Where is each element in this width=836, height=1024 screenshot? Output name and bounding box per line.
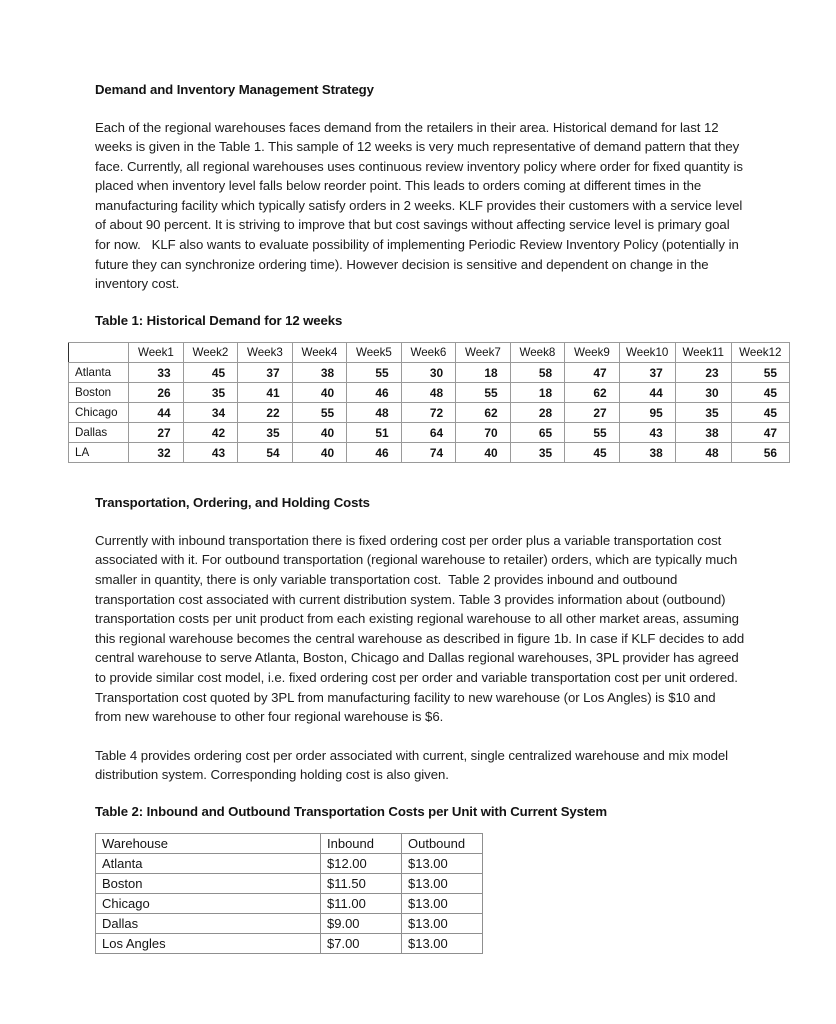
table2-warehouse-cell: Chicago (96, 894, 321, 914)
table2-warehouse-cell: Boston (96, 874, 321, 894)
table1-row-label: Dallas (69, 423, 129, 443)
spacer (95, 512, 790, 531)
table1-demand-cell: 45 (183, 363, 238, 383)
paragraph-ordering-holding-costs: Table 4 provides ordering cost per order associated with current, single centralized warehouse and mix model distribution system. Corresponding holding cost is also given. (95, 747, 732, 783)
table1-col-header: Week1 (129, 343, 184, 363)
table1-row-label: Atlanta (69, 363, 129, 383)
table1-demand-cell: 54 (238, 443, 293, 463)
table-row (69, 363, 790, 383)
table2-outbound-cell: $13.00 (402, 894, 483, 914)
table1-demand-cell: 56 (731, 443, 789, 463)
table1-demand-cell: 46 (347, 383, 402, 403)
table1-col-header: Week9 (565, 343, 620, 363)
table2-outbound-cell: $13.00 (402, 914, 483, 934)
table-row (69, 443, 790, 463)
table1-col-header: Week3 (238, 343, 293, 363)
table1-demand-cell: 48 (347, 403, 402, 423)
table1-demand-cell: 70 (456, 423, 511, 443)
table1-demand-cell: 95 (619, 403, 675, 423)
table1-demand-cell: 41 (238, 383, 293, 403)
table1-caption: Table 1: Historical Demand for 12 weeks (95, 312, 343, 328)
transportation-cost-table (95, 833, 483, 954)
table2-outbound-cell: $13.00 (402, 874, 483, 894)
paragraph-demand-overview: Each of the regional warehouses faces demand from the retailers in their area. Historical demand for last 12 weeks is given in the Table 1. This sample of 12 weeks is very much representative of demand pattern that they face. Currently, all regional warehouses uses continuous review inventory policy where order for fixed quantity is placed when inventory level falls below reorder point. This leads to orders coming at different times in the manufacturing facility which typically satisfy orders in 2 weeks. KLF provides their customers with a service level of about 90 percent. It is striving to improve that but cost savings without affecting service level is primary goal for now. KLF also wants to evaluate possibility of implementing Periodic Review Inventory Policy (potentially in future they can synchronize ordering time). However decision is sensitive and dependent on change in the inventory cost. (95, 119, 747, 292)
table1-demand-cell: 37 (619, 363, 675, 383)
table1-demand-cell: 32 (129, 443, 184, 463)
section-heading-demand: Demand and Inventory Management Strategy (95, 82, 374, 97)
table-row (96, 934, 483, 954)
table-row (69, 423, 790, 443)
table1-demand-cell: 55 (456, 383, 511, 403)
table1-demand-cell: 47 (731, 423, 789, 443)
table-row (96, 874, 483, 894)
table1-col-header: Week6 (401, 343, 456, 363)
table1-col-header: Week7 (456, 343, 511, 363)
table1-demand-cell: 23 (675, 363, 731, 383)
table1-demand-cell: 44 (129, 403, 184, 423)
table1-demand-cell: 55 (565, 423, 620, 443)
table2-inbound-cell: $11.00 (321, 894, 402, 914)
table1-row-label: Boston (69, 383, 129, 403)
table1-demand-cell: 62 (565, 383, 620, 403)
table1-demand-cell: 38 (675, 423, 731, 443)
table1-demand-cell: 58 (510, 363, 565, 383)
table1-demand-cell: 65 (510, 423, 565, 443)
table2-col-header: Outbound (402, 834, 483, 854)
table1-demand-cell: 22 (238, 403, 293, 423)
table1-demand-cell: 30 (401, 363, 456, 383)
table1-demand-cell: 30 (675, 383, 731, 403)
table1-demand-cell: 42 (183, 423, 238, 443)
table1-header-row (69, 343, 790, 363)
table2-header-row (96, 834, 483, 854)
table1-demand-cell: 18 (510, 383, 565, 403)
table1-demand-cell: 37 (238, 363, 293, 383)
table2-warehouse-cell: Dallas (96, 914, 321, 934)
table2-caption: Table 2: Inbound and Outbound Transportation Costs per Unit with Current System (95, 803, 608, 819)
table1-demand-cell: 27 (565, 403, 620, 423)
spacer (95, 820, 790, 833)
table1-header (69, 343, 790, 363)
table1-col-header: Week11 (675, 343, 731, 363)
table1-demand-cell: 38 (619, 443, 675, 463)
table1-demand-cell: 40 (292, 443, 347, 463)
table1-demand-cell: 55 (292, 403, 347, 423)
table1-demand-cell: 47 (565, 363, 620, 383)
table-row (96, 854, 483, 874)
historical-demand-table (68, 342, 790, 463)
table1-col-header: Week2 (183, 343, 238, 363)
table1-demand-cell: 18 (456, 363, 511, 383)
table1-demand-cell: 40 (292, 423, 347, 443)
table1-demand-cell: 74 (401, 443, 456, 463)
table1-demand-cell: 34 (183, 403, 238, 423)
table1-demand-cell: 46 (347, 443, 402, 463)
table1-corner-cell (69, 343, 129, 363)
table1-demand-cell: 45 (565, 443, 620, 463)
table1-demand-cell: 43 (183, 443, 238, 463)
table-row (69, 403, 790, 423)
table1-demand-cell: 64 (401, 423, 456, 443)
table1-demand-cell: 43 (619, 423, 675, 443)
spacer (95, 329, 790, 342)
table-row (96, 914, 483, 934)
table1-demand-cell: 48 (401, 383, 456, 403)
table2-outbound-cell: $13.00 (402, 934, 483, 954)
table1-demand-cell: 26 (129, 383, 184, 403)
table1-demand-cell: 35 (238, 423, 293, 443)
paragraph-transportation-costs: Currently with inbound transportation there is fixed ordering cost per order plus a variable transportation cost associated with it. For outbound transportation (regional warehouse to retailer) orders, which are typically much smaller in quantity, there is only variable transportation cost. Table 2 provides inbound and outbound transportation cost associated with current distribution system. Table 3 provides information about (outbound) transportation costs per unit product from each existing regional warehouse to all other market areas, assuming this regional warehouse becomes the central warehouse as described in figure 1b. In case if KLF decides to add central warehouse to serve Atlanta, Boston, Chicago and Dallas regional warehouses, 3PL provider has agreed to provide similar cost model, i.e. fixed ordering cost per order and variable transportation cost per unit ordered. Transportation cost quoted by 3PL from manufacturing facility to new warehouse (or Los Angles) is $10 and from new warehouse to other four regional warehouse is $6. (95, 532, 748, 725)
table1-demand-cell: 45 (731, 383, 789, 403)
table1-body (69, 363, 790, 463)
table2-warehouse-cell: Atlanta (96, 854, 321, 874)
table1-demand-cell: 62 (456, 403, 511, 423)
table1-demand-cell: 35 (675, 403, 731, 423)
table1-demand-cell: 55 (731, 363, 789, 383)
table1-col-header: Week8 (510, 343, 565, 363)
table1-col-header: Week12 (731, 343, 789, 363)
table-row (69, 383, 790, 403)
table1-demand-cell: 35 (183, 383, 238, 403)
table1-demand-cell: 45 (731, 403, 789, 423)
table2-inbound-cell: $11.50 (321, 874, 402, 894)
table2-outbound-cell: $13.00 (402, 854, 483, 874)
table2-col-header: Warehouse (96, 834, 321, 854)
spacer (95, 99, 790, 118)
table1-demand-cell: 55 (347, 363, 402, 383)
table2-warehouse-cell: Los Angles (96, 934, 321, 954)
table1-demand-cell: 48 (675, 443, 731, 463)
table1-col-header: Week4 (292, 343, 347, 363)
table2-col-header: Inbound (321, 834, 402, 854)
spacer (95, 727, 790, 746)
table2-inbound-cell: $9.00 (321, 914, 402, 934)
table1-col-header: Week5 (347, 343, 402, 363)
table-row (96, 894, 483, 914)
table1-demand-cell: 40 (292, 383, 347, 403)
table1-col-header: Week10 (619, 343, 675, 363)
table1-demand-cell: 38 (292, 363, 347, 383)
table1-demand-cell: 40 (456, 443, 511, 463)
table1-row-label: Chicago (69, 403, 129, 423)
spacer (95, 463, 790, 482)
table1-demand-cell: 33 (129, 363, 184, 383)
table2-inbound-cell: $7.00 (321, 934, 402, 954)
spacer (95, 482, 790, 495)
section-heading-costs: Transportation, Ordering, and Holding Costs (95, 495, 370, 511)
spacer (95, 785, 790, 804)
table1-demand-cell: 35 (510, 443, 565, 463)
table1-demand-cell: 28 (510, 403, 565, 423)
table1-demand-cell: 72 (401, 403, 456, 423)
table1-row-label: LA (69, 443, 129, 463)
spacer (95, 294, 790, 313)
table2-inbound-cell: $12.00 (321, 854, 402, 874)
table2-body (96, 834, 483, 954)
table1-demand-cell: 44 (619, 383, 675, 403)
table1-demand-cell: 51 (347, 423, 402, 443)
table1-demand-cell: 27 (129, 423, 184, 443)
